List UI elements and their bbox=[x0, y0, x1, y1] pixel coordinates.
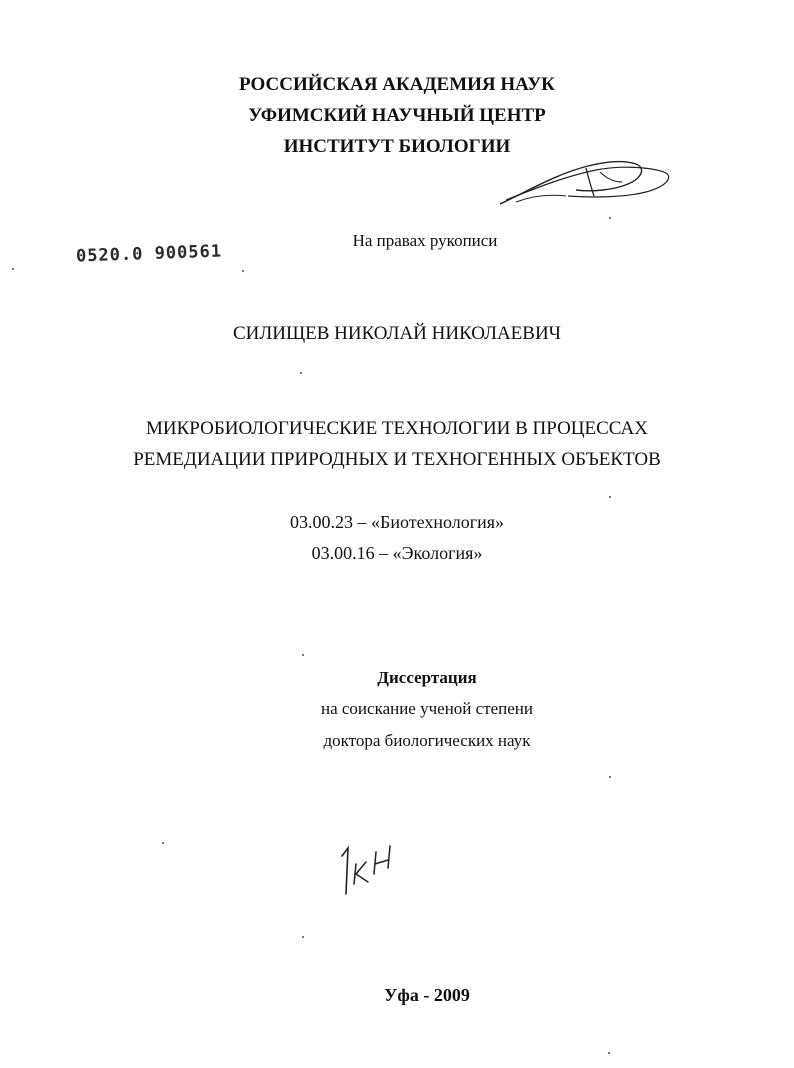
specialty-biotechnology: 03.00.23 – «Биотехнология» bbox=[289, 512, 505, 532]
degree-purpose: на соискание ученой степени bbox=[320, 699, 534, 718]
scan-speck bbox=[12, 268, 14, 270]
scan-speck bbox=[242, 270, 244, 272]
scan-speck bbox=[609, 776, 611, 778]
scan-speck bbox=[300, 372, 302, 374]
scan-speck bbox=[609, 217, 611, 219]
degree-field: доктора биологических наук bbox=[323, 731, 531, 750]
org-center: УФИМСКИЙ НАУЧНЫЙ ЦЕНТР bbox=[248, 105, 546, 126]
org-institute: ИНСТИТУТ БИОЛОГИИ bbox=[283, 136, 511, 157]
degree-type: Диссертация bbox=[377, 668, 477, 687]
org-academy: РОССИЙСКАЯ АКАДЕМИЯ НАУК bbox=[239, 74, 555, 95]
scan-speck bbox=[609, 496, 611, 498]
author-name: СИЛИЩЕВ НИКОЛАЙ НИКОЛАЕВИЧ bbox=[232, 323, 562, 344]
scan-speck bbox=[302, 654, 304, 656]
signature-scribble bbox=[496, 152, 676, 216]
specialty-ecology: 03.00.16 – «Экология» bbox=[311, 543, 483, 563]
dissertation-title-line2: РЕМЕДИАЦИИ ПРИРОДНЫХ И ТЕХНОГЕННЫХ ОБЪЕКТОВ bbox=[133, 449, 661, 470]
scan-speck bbox=[162, 842, 164, 844]
dissertation-title-line1: МИКРОБИОЛОГИЧЕСКИЕ ТЕХНОЛОГИИ В ПРОЦЕССАХ bbox=[146, 418, 648, 439]
archive-stamp-code: 0520.0 900561 bbox=[75, 241, 223, 267]
scan-speck bbox=[608, 1052, 610, 1054]
handwritten-note-1kn bbox=[336, 838, 402, 896]
city-year: Уфа - 2009 bbox=[384, 985, 470, 1005]
scan-speck bbox=[302, 936, 304, 938]
rights-note: На правах рукописи bbox=[352, 231, 498, 250]
